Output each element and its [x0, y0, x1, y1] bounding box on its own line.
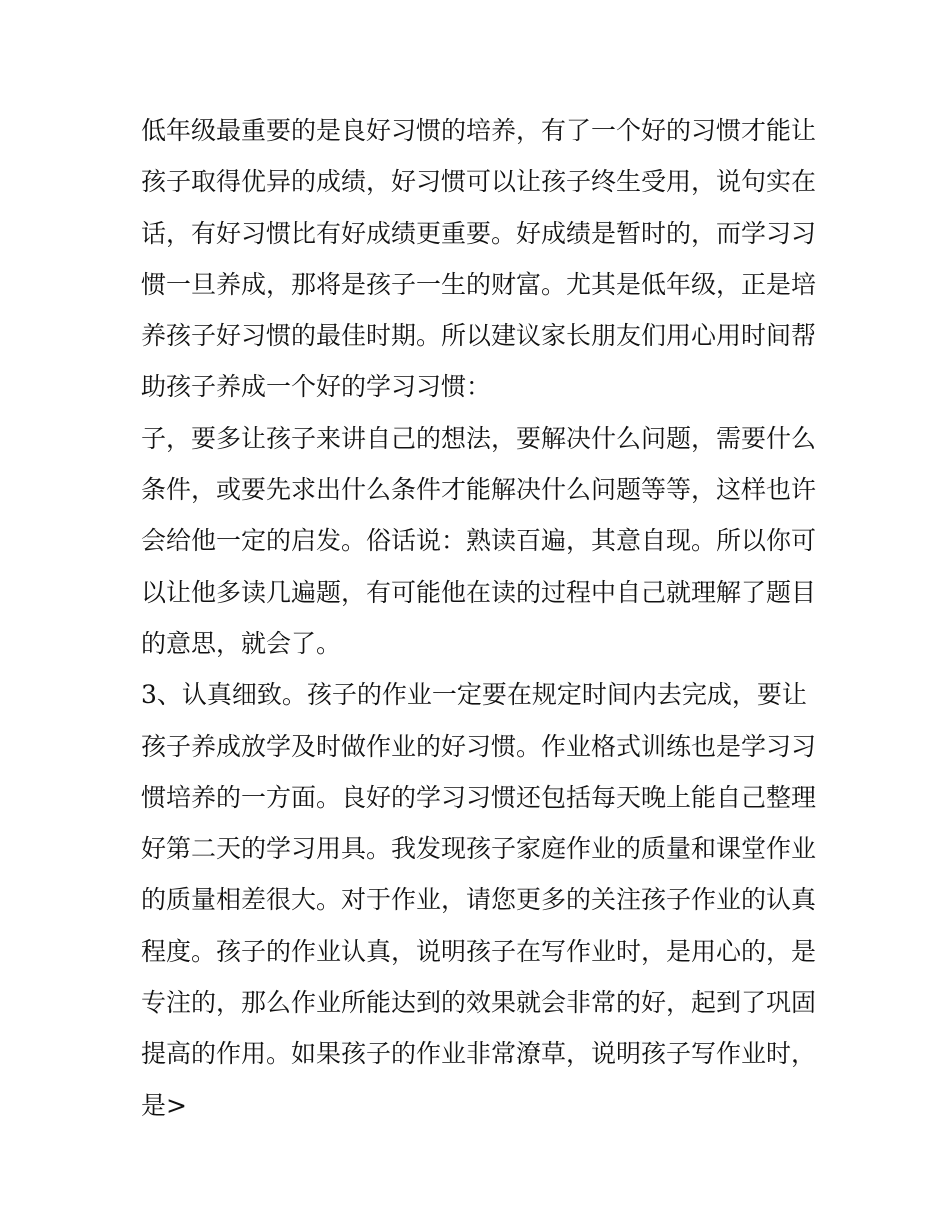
text-line: 好第二天的学习用具。我发现孩子家庭作业的质量和课堂作业 — [141, 834, 817, 864]
text-line: 是> — [141, 1090, 187, 1120]
text-line: 孩子养成放学及时做作业的好习惯。作业格式训练也是学习习 — [141, 731, 817, 761]
text-line: 助孩子养成一个好的学习习惯： — [141, 372, 492, 402]
text-line: 程度。孩子的作业认真，说明孩子在写作业时，是用心的，是 — [141, 936, 817, 966]
body-text — [141, 105, 821, 1131]
text-line: 的质量相差很大。对于作业，请您更多的关注孩子作业的认真 — [141, 885, 817, 915]
text-line: 专注的，那么作业所能达到的效果就会非常的好，起到了巩固 — [141, 988, 817, 1018]
text-line: 养孩子好习惯的最佳时期。所以建议家长朋友们用心用时间帮 — [141, 321, 817, 351]
text-line: 惯培养的一方面。良好的学习习惯还包括每天晚上能自己整理 — [141, 782, 817, 812]
text-line: 提高的作用。如果孩子的作业非常潦草，说明孩子写作业时， — [141, 1039, 817, 1069]
text-line: 会给他一定的启发。俗话说：熟读百遍，其意自现。所以你可 — [141, 526, 817, 556]
text-line: 条件，或要先求出什么条件才能解决什么问题等等，这样也许 — [141, 475, 817, 505]
text-line: 孩子取得优异的成绩，好习惯可以让孩子终生受用，说句实在 — [141, 167, 817, 197]
text-line: 惯一旦养成，那将是孩子一生的财富。尤其是低年级，正是培 — [141, 269, 817, 299]
text-line: 低年级最重要的是良好习惯的培养，有了一个好的习惯才能让 — [141, 116, 817, 145]
text-line: 3、认真细致。孩子的作业一定要在规定时间内去完成，要让 — [141, 680, 807, 710]
text-line: 以让他多读几遍题，有可能他在读的过程中自己就理解了题目 — [141, 577, 817, 607]
text-line: 子，要多让孩子来讲自己的想法，要解决什么问题，需要什么 — [141, 423, 817, 453]
text-line: 话，有好习惯比有好成绩更重要。好成绩是暂时的，而学习习 — [141, 218, 817, 248]
text-line: 的意思，就会了。 — [141, 628, 342, 658]
